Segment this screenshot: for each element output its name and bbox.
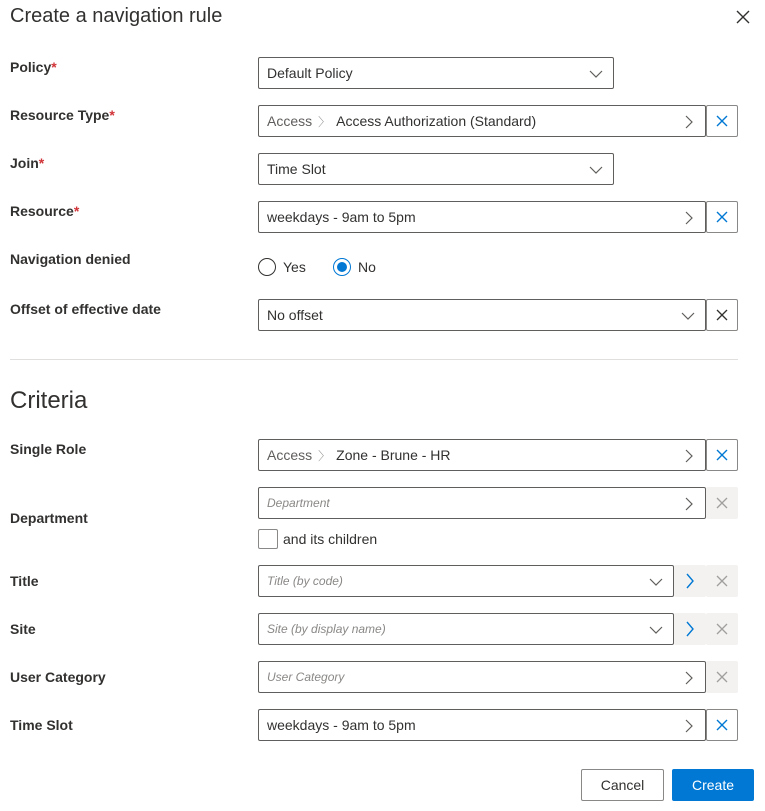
chevron-right-icon <box>683 719 695 738</box>
breadcrumb-separator-icon: 〉 <box>318 115 331 129</box>
single-role-path: Access 〉 Zone - Brune - HR <box>267 440 451 471</box>
radio-yes-circle[interactable] <box>258 258 276 276</box>
radio-no-label: No <box>358 259 376 275</box>
title-dropdown[interactable] <box>258 565 674 597</box>
section-divider <box>10 359 738 360</box>
chevron-right-icon[interactable] <box>674 565 706 597</box>
site-label: Site <box>10 621 36 637</box>
dialog-title: Create a navigation rule <box>10 5 223 27</box>
cancel-button[interactable]: Cancel <box>581 769 664 801</box>
chevron-down-icon <box>589 67 603 85</box>
time-slot-picker[interactable] <box>258 709 706 741</box>
chevron-right-icon <box>683 449 695 468</box>
radio-no-circle[interactable] <box>333 258 351 276</box>
radio-yes[interactable] <box>258 258 306 276</box>
checkbox-box[interactable] <box>258 529 278 549</box>
clear-icon <box>706 565 738 597</box>
department-label: Department <box>10 510 88 526</box>
join-dropdown[interactable] <box>258 153 614 185</box>
title-placeholder: Title (by code) <box>267 574 343 588</box>
breadcrumb-separator-icon: 〉 <box>318 449 331 463</box>
clear-icon <box>706 661 738 693</box>
clear-icon <box>706 613 738 645</box>
clear-icon[interactable] <box>706 201 738 233</box>
resource-label: Resource* <box>10 203 80 219</box>
time-slot-value: weekdays - 9am to 5pm <box>267 717 416 733</box>
single-role-picker[interactable] <box>258 439 706 471</box>
children-checkbox[interactable] <box>258 529 377 549</box>
time-slot-label: Time Slot <box>10 717 73 733</box>
chevron-right-icon <box>683 671 695 690</box>
offset-label: Offset of effective date <box>10 301 161 317</box>
chevron-down-icon <box>649 623 663 641</box>
department-picker[interactable] <box>258 487 706 519</box>
clear-icon[interactable] <box>706 709 738 741</box>
offset-dropdown[interactable] <box>258 299 706 331</box>
join-value: Time Slot <box>267 161 326 177</box>
user-category-label: User Category <box>10 669 106 685</box>
clear-icon[interactable] <box>706 299 738 331</box>
resource-type-path: Access 〉 Access Authorization (Standard) <box>267 106 536 137</box>
user-category-placeholder: User Category <box>267 670 345 684</box>
resource-value: weekdays - 9am to 5pm <box>267 209 416 225</box>
clear-icon <box>706 487 738 519</box>
chevron-right-icon <box>683 115 695 134</box>
offset-value: No offset <box>267 307 323 323</box>
navigation-denied-label: Navigation denied <box>10 251 131 267</box>
user-category-picker[interactable] <box>258 661 706 693</box>
title-label: Title <box>10 573 39 589</box>
chevron-right-icon <box>683 211 695 230</box>
radio-yes-label: Yes <box>283 259 306 275</box>
radio-no[interactable] <box>333 258 376 276</box>
site-placeholder: Site (by display name) <box>267 622 386 636</box>
resource-type-label: Resource Type* <box>10 107 115 123</box>
chevron-right-icon[interactable] <box>674 613 706 645</box>
chevron-down-icon <box>589 163 603 181</box>
chevron-down-icon <box>649 575 663 593</box>
chevron-down-icon <box>681 309 695 327</box>
close-icon[interactable] <box>734 8 752 26</box>
children-checkbox-label: and its children <box>283 531 378 547</box>
create-button[interactable]: Create <box>672 769 754 801</box>
policy-label: Policy* <box>10 59 57 75</box>
clear-icon[interactable] <box>706 105 738 137</box>
site-dropdown[interactable] <box>258 613 674 645</box>
policy-value: Default Policy <box>267 65 353 81</box>
single-role-label: Single Role <box>10 441 87 457</box>
criteria-heading: Criteria <box>10 387 88 414</box>
policy-dropdown[interactable] <box>258 57 614 89</box>
join-label: Join* <box>10 155 45 171</box>
resource-picker[interactable] <box>258 201 706 233</box>
clear-icon[interactable] <box>706 439 738 471</box>
department-placeholder: Department <box>267 496 330 510</box>
resource-type-picker[interactable] <box>258 105 706 137</box>
chevron-right-icon <box>683 497 695 516</box>
